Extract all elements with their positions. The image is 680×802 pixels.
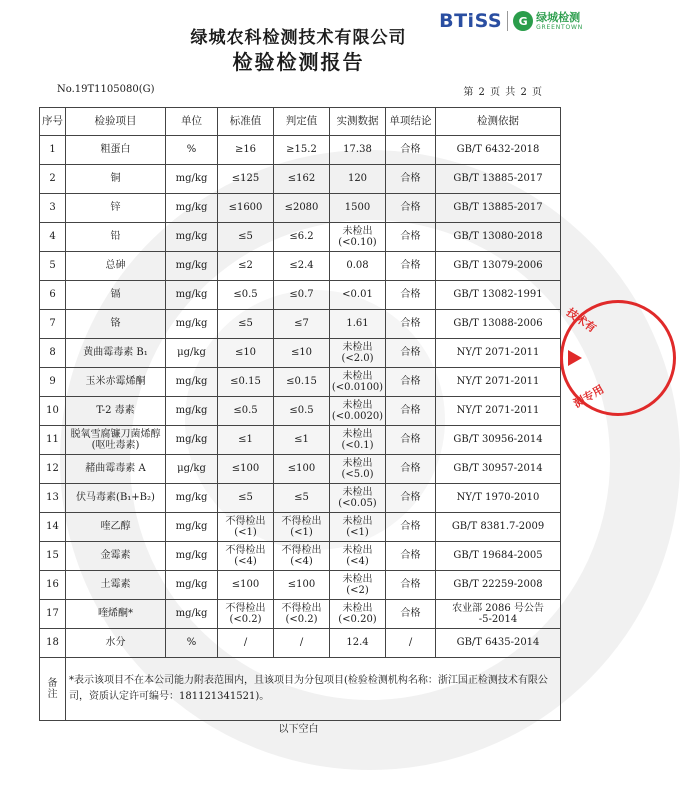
header-method: 检测依据	[436, 108, 561, 136]
cell-standard: ≤2	[218, 252, 274, 281]
cell-method: GB/T 8381.7-2009	[436, 513, 561, 542]
cell-seq: 10	[40, 397, 66, 426]
table-row	[40, 339, 561, 368]
cell-seq: 8	[40, 339, 66, 368]
cell-measured: 1.61	[330, 310, 386, 339]
cell-seq: 5	[40, 252, 66, 281]
cell-standard: 不得检出 (<1)	[218, 513, 274, 542]
cell-standard: ≤0.5	[218, 281, 274, 310]
btiss-logo: BTiSS	[439, 10, 503, 32]
cell-measured: 0.08	[330, 252, 386, 281]
table-row	[40, 542, 561, 571]
cell-unit: mg/kg	[166, 600, 218, 629]
cell-method: GB/T 22259-2008	[436, 571, 561, 600]
table-row	[40, 310, 561, 339]
cell-seq: 7	[40, 310, 66, 339]
cell-item: 铜	[66, 165, 166, 194]
cell-item: 脱氧雪腐镰刀菌烯醇 (呕吐毒素)	[66, 426, 166, 455]
header-standard: 标准值	[218, 108, 274, 136]
cell-seq: 2	[40, 165, 66, 194]
cell-conclusion: 合格	[386, 426, 436, 455]
table-row	[40, 455, 561, 484]
cell-item: 玉米赤霉烯酮	[66, 368, 166, 397]
cell-item: 黄曲霉毒素 B₁	[66, 339, 166, 368]
cell-conclusion: 合格	[386, 223, 436, 252]
cell-method: GB/T 13079-2006	[436, 252, 561, 281]
cell-seq: 16	[40, 571, 66, 600]
cell-standard: ≤0.5	[218, 397, 274, 426]
cell-seq: 13	[40, 484, 66, 513]
cell-seq: 11	[40, 426, 66, 455]
header-unit: 单位	[166, 108, 218, 136]
greentown-logo-en: GREENTOWN	[536, 23, 583, 31]
cell-conclusion: 合格	[386, 339, 436, 368]
cell-measured: 17.38	[330, 136, 386, 165]
cell-method: GB/T 19684-2005	[436, 542, 561, 571]
cell-judgment: ≤162	[274, 165, 330, 194]
company-name: 绿城农科检测技术有限公司	[190, 28, 407, 48]
table-header-row	[40, 108, 561, 136]
cell-measured: 1500	[330, 194, 386, 223]
cell-unit: %	[166, 629, 218, 658]
cell-item: 伏马毒素(B₁+B₂)	[66, 484, 166, 513]
note-row	[40, 658, 561, 721]
cell-seq: 4	[40, 223, 66, 252]
page-number: 第 2 页 共 2 页	[463, 87, 542, 98]
cell-conclusion: 合格	[386, 165, 436, 194]
cell-measured: 未检出 (<0.05)	[330, 484, 386, 513]
cell-unit: mg/kg	[166, 542, 218, 571]
cell-judgment: ≤0.15	[274, 368, 330, 397]
cell-measured: 未检出 (<2.0)	[330, 339, 386, 368]
cell-item: 土霉素	[66, 571, 166, 600]
cell-seq: 12	[40, 455, 66, 484]
cell-unit: mg/kg	[166, 252, 218, 281]
cell-unit: mg/kg	[166, 484, 218, 513]
cell-method: NY/T 1970-2010	[436, 484, 561, 513]
cell-judgment: ≤100	[274, 455, 330, 484]
cell-method: NY/T 2071-2011	[436, 397, 561, 426]
cell-item: 铅	[66, 223, 166, 252]
cell-standard: ≤5	[218, 310, 274, 339]
cell-conclusion: 合格	[386, 484, 436, 513]
table-row	[40, 397, 561, 426]
cell-measured: 未检出 (<0.1)	[330, 426, 386, 455]
cell-unit: mg/kg	[166, 571, 218, 600]
cell-unit: μg/kg	[166, 339, 218, 368]
cell-measured: 未检出 (<4)	[330, 542, 386, 571]
cell-conclusion: 合格	[386, 513, 436, 542]
cell-unit: %	[166, 136, 218, 165]
table-row	[40, 368, 561, 397]
cell-measured: 未检出 (<2)	[330, 571, 386, 600]
cell-measured: 120	[330, 165, 386, 194]
cell-standard: ≤1	[218, 426, 274, 455]
cell-measured: 未检出 (<0.20)	[330, 600, 386, 629]
cell-unit: mg/kg	[166, 513, 218, 542]
header-item: 检验项目	[66, 108, 166, 136]
table-row	[40, 223, 561, 252]
cell-judgment: ≤5	[274, 484, 330, 513]
cell-judgment: ≤1	[274, 426, 330, 455]
cell-method: 农业部 2086 号公告 -5-2014	[436, 600, 561, 629]
cell-standard: ≥16	[218, 136, 274, 165]
cell-seq: 6	[40, 281, 66, 310]
cell-standard: ≤100	[218, 571, 274, 600]
cell-method: GB/T 13885-2017	[436, 194, 561, 223]
header-judgment: 判定值	[274, 108, 330, 136]
cell-method: GB/T 6432-2018	[436, 136, 561, 165]
table-row	[40, 281, 561, 310]
cell-standard: ≤1600	[218, 194, 274, 223]
cell-standard: ≤5	[218, 484, 274, 513]
cell-method: NY/T 2071-2011	[436, 339, 561, 368]
cell-measured: 未检出 (<0.0020)	[330, 397, 386, 426]
cell-seq: 18	[40, 629, 66, 658]
cell-judgment: ≤2080	[274, 194, 330, 223]
cell-judgment: 不得检出 (<0.2)	[274, 600, 330, 629]
cell-item: 铬	[66, 310, 166, 339]
table-row	[40, 136, 561, 165]
cell-seq: 9	[40, 368, 66, 397]
cell-seq: 14	[40, 513, 66, 542]
cell-unit: mg/kg	[166, 426, 218, 455]
cell-conclusion: 合格	[386, 281, 436, 310]
report-title: 检验检测报告	[232, 50, 365, 74]
cell-standard: /	[218, 629, 274, 658]
header-conclusion: 单项结论	[386, 108, 436, 136]
cell-judgment: ≤0.7	[274, 281, 330, 310]
cell-item: T-2 毒素	[66, 397, 166, 426]
cell-judgment: ≤100	[274, 571, 330, 600]
cell-seq: 15	[40, 542, 66, 571]
cell-item: 粗蛋白	[66, 136, 166, 165]
cell-item: 赭曲霉毒素 A	[66, 455, 166, 484]
cell-measured: 未检出 (<0.10)	[330, 223, 386, 252]
header-measured: 实测数据	[330, 108, 386, 136]
cell-standard: ≤0.15	[218, 368, 274, 397]
cell-item: 镉	[66, 281, 166, 310]
cell-judgment: ≤0.5	[274, 397, 330, 426]
cell-method: GB/T 30956-2014	[436, 426, 561, 455]
cell-conclusion: 合格	[386, 136, 436, 165]
cell-standard: ≤100	[218, 455, 274, 484]
cell-method: NY/T 2071-2011	[436, 368, 561, 397]
cell-standard: ≤5	[218, 223, 274, 252]
cell-item: 金霉素	[66, 542, 166, 571]
cell-measured: 未检出 (<1)	[330, 513, 386, 542]
greentown-logo-cn: 绿城检测	[536, 10, 581, 24]
cell-unit: mg/kg	[166, 165, 218, 194]
cell-judgment: ≤7	[274, 310, 330, 339]
cell-unit: mg/kg	[166, 281, 218, 310]
cell-method: GB/T 6435-2014	[436, 629, 561, 658]
cell-unit: mg/kg	[166, 223, 218, 252]
cell-seq: 3	[40, 194, 66, 223]
table-row	[40, 252, 561, 281]
cell-standard: 不得检出 (<0.2)	[218, 600, 274, 629]
cell-judgment: 不得检出 (<1)	[274, 513, 330, 542]
cell-item: 喹烯酮*	[66, 600, 166, 629]
cell-unit: μg/kg	[166, 455, 218, 484]
cell-conclusion: 合格	[386, 455, 436, 484]
cell-conclusion: 合格	[386, 397, 436, 426]
table-row	[40, 426, 561, 455]
cell-method: GB/T 30957-2014	[436, 455, 561, 484]
cell-judgment: ≤10	[274, 339, 330, 368]
cell-measured: 未检出 (<5.0)	[330, 455, 386, 484]
cell-judgment: ≥15.2	[274, 136, 330, 165]
cell-judgment: /	[274, 629, 330, 658]
cell-item: 锌	[66, 194, 166, 223]
cell-standard: ≤10	[218, 339, 274, 368]
stamp-text-bottom: 测专用	[571, 382, 607, 411]
stamp-text-top: 技术有	[563, 305, 599, 336]
cell-standard: 不得检出 (<4)	[218, 542, 274, 571]
cell-item: 喹乙醇	[66, 513, 166, 542]
table-row	[40, 165, 561, 194]
cell-conclusion: 合格	[386, 600, 436, 629]
cell-conclusion: 合格	[386, 194, 436, 223]
cell-seq: 1	[40, 136, 66, 165]
cell-unit: mg/kg	[166, 368, 218, 397]
greentown-logo-icon: G	[513, 11, 533, 31]
note-label: 备 注	[40, 658, 66, 721]
table-row	[40, 571, 561, 600]
blank-below-text: 以下空白	[278, 724, 319, 735]
header-seq: 序号	[40, 108, 66, 136]
cell-conclusion: 合格	[386, 542, 436, 571]
results-table	[39, 107, 561, 721]
cell-conclusion: 合格	[386, 310, 436, 339]
cell-conclusion: 合格	[386, 252, 436, 281]
stamp-star-icon	[568, 350, 582, 366]
table-row	[40, 629, 561, 658]
cell-unit: mg/kg	[166, 194, 218, 223]
cell-item: 总砷	[66, 252, 166, 281]
cell-conclusion: 合格	[386, 571, 436, 600]
cell-method: GB/T 13082-1991	[436, 281, 561, 310]
cell-judgment: 不得检出 (<4)	[274, 542, 330, 571]
table-row	[40, 600, 561, 629]
cell-conclusion: /	[386, 629, 436, 658]
table-row	[40, 194, 561, 223]
cell-seq: 17	[40, 600, 66, 629]
table-row	[40, 513, 561, 542]
cell-method: GB/T 13885-2017	[436, 165, 561, 194]
cell-unit: mg/kg	[166, 397, 218, 426]
cell-judgment: ≤2.4	[274, 252, 330, 281]
cell-measured: 12.4	[330, 629, 386, 658]
report-number: No.19T1105080(G)	[57, 84, 155, 95]
cell-conclusion: 合格	[386, 368, 436, 397]
note-text: *表示该项目不在本公司能力附表范围内，且该项目为分包项目(检验检测机构名称：浙江国正检测技术有限公司，资质认定许可编号：181121341521)。	[66, 658, 561, 721]
cell-standard: ≤125	[218, 165, 274, 194]
cell-item: 水分	[66, 629, 166, 658]
table-row	[40, 484, 561, 513]
cell-method: GB/T 13088-2006	[436, 310, 561, 339]
cell-measured: 未检出 (<0.0100)	[330, 368, 386, 397]
cell-unit: mg/kg	[166, 310, 218, 339]
cell-method: GB/T 13080-2018	[436, 223, 561, 252]
cell-judgment: ≤6.2	[274, 223, 330, 252]
cell-measured: <0.01	[330, 281, 386, 310]
